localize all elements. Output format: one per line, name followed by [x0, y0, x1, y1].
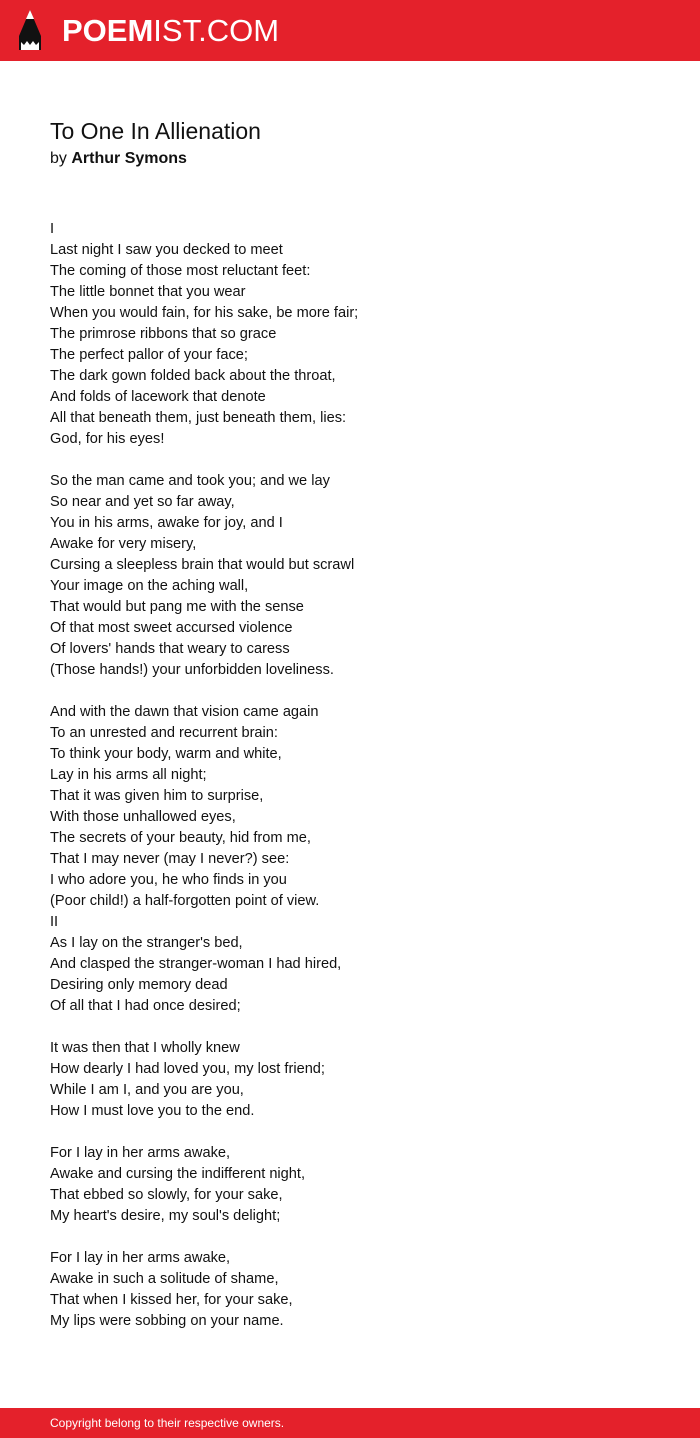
poem-line: Awake in such a solitude of shame,: [50, 1271, 279, 1287]
poem-line: That would but pang me with the sense: [50, 599, 304, 615]
poem-line: How dearly I had loved you, my lost friend;: [50, 1061, 325, 1077]
poem-line: The perfect pallor of your face;: [50, 347, 248, 363]
poem-line: The primrose ribbons that so grace: [50, 326, 277, 342]
copyright-text: Copyright belong to their respective owners.: [50, 1416, 285, 1430]
poem-line: Cursing a sleepless brain that would but scrawl: [50, 557, 355, 573]
site-header: [0, 0, 700, 61]
byline: [50, 148, 187, 170]
stanza-break: [50, 1227, 670, 1248]
poem-title: To One In Allienation: [50, 118, 261, 144]
poem-body: [50, 219, 670, 1332]
poem-line: Awake for very misery,: [50, 536, 197, 552]
poem-line: For I lay in her arms awake,: [50, 1250, 231, 1266]
poem-line: All that beneath them, just beneath them, lies:: [50, 410, 347, 426]
poem-line: With those unhallowed eyes,: [50, 809, 236, 825]
poem-line: So near and yet so far away,: [50, 494, 235, 510]
poem-line: So the man came and took you; and we lay: [50, 473, 330, 489]
brand-bold-text: POEM: [62, 13, 154, 48]
stanza-break: [50, 450, 670, 471]
poem-line: My lips were sobbing on your name.: [50, 1313, 284, 1329]
poem-line: Desiring only memory dead: [50, 977, 228, 993]
poem-line: As I lay on the stranger's bed,: [50, 935, 243, 951]
poem-line: Last night I saw you decked to meet: [50, 242, 283, 258]
poem-line: The dark gown folded back about the throat,: [50, 368, 336, 384]
site-footer: [0, 1408, 700, 1438]
poem-line: Of that most sweet accursed violence: [50, 620, 293, 636]
stanza-break: [50, 1017, 670, 1038]
poem-line: I: [50, 221, 55, 237]
poem-line: Of lovers' hands that weary to caress: [50, 641, 290, 657]
poem-line: My heart's desire, my soul's delight;: [50, 1208, 281, 1224]
poem-line: When you would fain, for his sake, be more fair;: [50, 305, 359, 321]
poem-line: You in his arms, awake for joy, and I: [50, 515, 283, 531]
poem-line: To think your body, warm and white,: [50, 746, 282, 762]
poem-line: And with the dawn that vision came again: [50, 704, 319, 720]
poem-line: While I am I, and you are you,: [50, 1082, 244, 1098]
poem-line: Lay in his arms all night;: [50, 767, 207, 783]
by-label: by: [50, 150, 67, 167]
poem-line: That ebbed so slowly, for your sake,: [50, 1187, 283, 1203]
poem-line: Awake and cursing the indifferent night,: [50, 1166, 306, 1182]
stanza-break: [50, 1122, 670, 1143]
brand-light-text: IST.COM: [153, 13, 280, 48]
poem-line: I who adore you, he who finds in you: [50, 872, 287, 888]
poem-line: That it was given him to surprise,: [50, 788, 264, 804]
poem-line: The coming of those most reluctant feet:: [50, 263, 311, 279]
poem-line: For I lay in her arms awake,: [50, 1145, 231, 1161]
poem-line: God, for his eyes!: [50, 431, 165, 447]
author-name[interactable]: Arthur Symons: [71, 150, 187, 167]
site-logo-link[interactable]: [62, 12, 279, 50]
poem-line: The secrets of your beauty, hid from me,: [50, 830, 311, 846]
poem-line: (Those hands!) your unforbidden loveliness.: [50, 662, 334, 678]
poem-line: How I must love you to the end.: [50, 1103, 255, 1119]
stanza-break: [50, 681, 670, 702]
poem-line: Of all that I had once desired;: [50, 998, 241, 1014]
poem-line: That when I kissed her, for your sake,: [50, 1292, 293, 1308]
poem-line: And folds of lacework that denote: [50, 389, 266, 405]
poem-line: It was then that I wholly knew: [50, 1040, 240, 1056]
poem-line: Your image on the aching wall,: [50, 578, 249, 594]
poem-line: To an unrested and recurrent brain:: [50, 725, 278, 741]
poem-line: (Poor child!) a half-forgotten point of view.: [50, 893, 320, 909]
pencil-tip-icon[interactable]: [17, 9, 43, 51]
poem-line: II: [50, 914, 59, 930]
poem-line: That I may never (may I never?) see:: [50, 851, 290, 867]
poem-line: And clasped the stranger-woman I had hired,: [50, 956, 342, 972]
poem-line: The little bonnet that you wear: [50, 284, 246, 300]
